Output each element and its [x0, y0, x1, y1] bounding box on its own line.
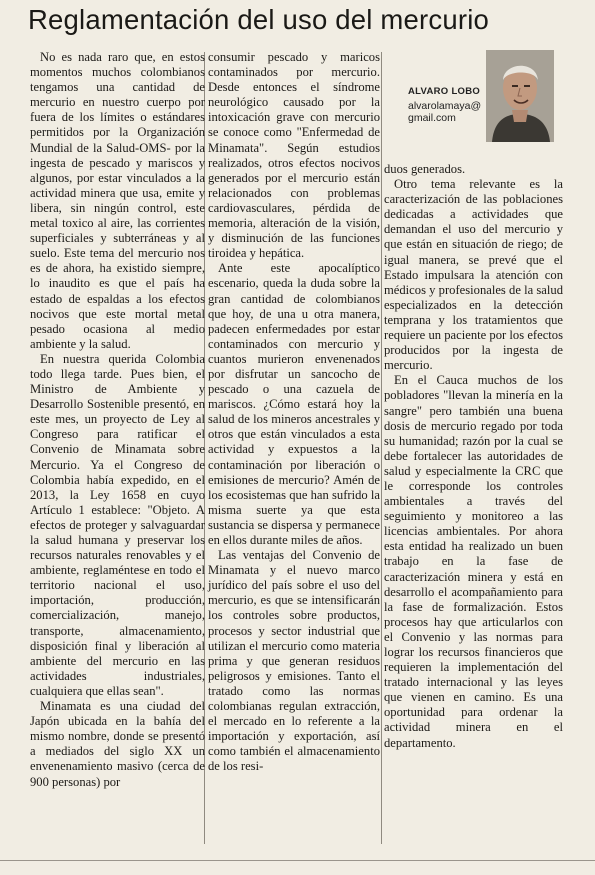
paragraph: duos generados. [384, 162, 466, 176]
paragraph: consumir pescado y maricos contaminados por mercurio. Desde entonces el síndrome neurológico causado por la intoxicación grave con mercurio se conoce como "Enfermedad de Minamata". Según estudios realizados, otros efectos nocivos generados por el mercurio están relacionados con problemas cardiovasculares, pérdida de memoria, alteración de la visión, y disminución de las funciones tiroidea y hepática. [208, 50, 380, 261]
paragraph: Otro tema relevante es la caracterización de las poblaciones dedicadas a actividades que demandan el uso del mercurio y que están en situación de riego; de igual manera, se prevé que el Estado impulsara la atención con médicos y profesionales de la salud especializados en la detección temprana y los tratamientos que requiere un paciente por los efectos producidos por la ingesta de mercurio. [384, 177, 563, 373]
paragraph: Las ventajas del Convenio de Minamata y el nuevo marco jurídico del país sobre el uso del mercurio, es que se intensificarán los controles sobre productos, procesos y sector industrial que utilizan el mercurio como materia prima y que generan residuos peligrosos y emisiones. Tanto el tratado como las normas colombianas regulan extracción, el mercado en lo referente a la importación y exportación, así como también el almacenamiento de los resi- [208, 548, 380, 774]
article-column-3 [384, 162, 563, 751]
paragraph: Ante este apocalíptico escenario, queda la duda sobre la gran cantidad de colombianos que hoy, de una u otra manera, padecen enfermedades por estar contaminados con mercurio y cuantos murieron envenenados por disfrutar un sancocho de pescado o una cazuela de mariscos. ¿Cómo estará hoy la salud de los mineros ancestrales y otros que están vinculados a esta actividad y expuestos a la contaminación por liberación o emisiones de mercurio? Amén de los ecosistemas que han sufrido la misma suerte ya que esta sustancia se dispersa y permanece en ellos durante miles de años. [208, 261, 380, 547]
author-photo [486, 50, 554, 142]
article-column-1 [30, 50, 205, 790]
paragraph: En el Cauca muchos de los pobladores "llevan la minería en la sangre" pero también una buena dosis de mercurio regado por toda su humanidad; razón por la cual se debe fortalecer las autoridades de salud y especialmente la CRC que le corresponde los controles ambientales a través del seguimiento y monitoreo a las licencias ambientales. Por ahora esta entidad ha realizado un buen trabajo en la fase de caracterización minera y está en desarrollo el acompañamiento para la fase de formalización. Estos procesos hay que articularlos con el Convenio y las normas para lograr los recursos financieros que requieren la implementación del tratado internacional y las leyes que vienen en camino. Es una oportunidad para ordenar la actividad minera en el departamento. [384, 373, 563, 750]
author-byline [408, 86, 481, 124]
page-bottom-rule [0, 860, 595, 861]
author-email: alvarolamaya@ gmail.com [408, 100, 482, 124]
paragraph: Minamata es una ciudad del Japón ubicada en la bahía del mismo nombre, donde se presentó a mediados del siglo XX un envenenamiento masivo (cerca de 900 personas) por [30, 699, 205, 789]
article-column-2 [208, 50, 380, 775]
paragraph: En nuestra querida Colombia todo llega tarde. Pues bien, el Ministro de Ambiente y Desarrollo Sostenible presentó, en este mes, un proyecto de Ley al Congreso para ratificar el Convenio de Minamata sobre Mercurio. Ya el Congreso de Colombia había expedido, en el 2013, la Ley 1658 en cuyo Artículo 1 establece: "Objeto. A efectos de proteger y salvaguardar la salud humana y preservar los recursos naturales renovables y el ambiente, reglaméntese en todo el territorio nacional el uso, importación, producción, comercialización, manejo, transporte, almacenamiento, disposición final y liberación al ambiente del mercurio en las actividades industriales, cualquiera que ellas sean". [30, 351, 205, 698]
column-divider [381, 52, 382, 844]
author-portrait-icon [486, 50, 554, 142]
article-title: Reglamentación del uso del mercurio [28, 4, 489, 35]
paragraph: No es nada raro que, en estos momentos muchos colombianos tengamos una cantidad de mercurio en nuestro cuerpo por fuera de los límites o estándares permitidos por la Organización Mundial de la Salud-OMS- por la ingesta de pescado y mariscos y algunos, por estar vinculados a la actividad minera que usa, emite y libera, sin ningún control, este metal toxico al aire, las corrientes superficiales y subterráneas y al suelo. Este tema del mercurio nos es de ahora, ha existido siempre, lo inaudito es que el país ha estado de espaldas a los efectos nocivos que este mortal metal pesado ocasiona al medio ambiente y la salud. [30, 50, 205, 351]
author-name: ALVARO LOBO [408, 86, 481, 97]
